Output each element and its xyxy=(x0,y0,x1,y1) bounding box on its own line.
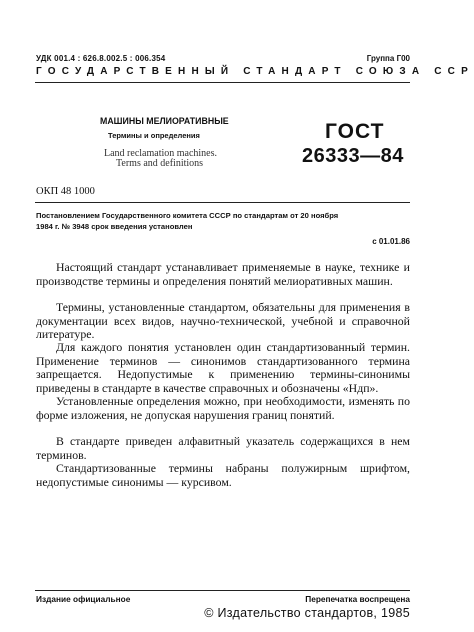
gost-number: 26333—84 xyxy=(302,145,404,167)
standard-title: ГОСУДАРСТВЕННЫЙ СТАНДАРТ СОЮЗА ССР xyxy=(36,66,474,77)
paragraph-definitions: Установленные определения можно, при необходимости, изменять по форме изложения, не допуская нарушения границ понятий. xyxy=(36,394,410,422)
document-subtitle: Термины и определения xyxy=(108,131,200,140)
english-title: Land reclamation machines. xyxy=(104,148,218,159)
paragraph-synonyms: Для каждого понятия установлен один стандартизованный термин. Применение терминов — синонимов стандартизованного термина запрещается. Недопустимые к применению термины-синонимы приведены в стандарте в качестве справочных и обозначены «Ндп». xyxy=(36,340,410,395)
document-title: МАШИНЫ МЕЛИОРАТИВНЫЕ xyxy=(100,116,229,126)
gost-label: ГОСТ xyxy=(325,120,385,143)
group-code: Группа Г00 xyxy=(366,54,410,63)
decree-line-1: Постановлением Государственного комитета СССР по стандартам от 20 ноября xyxy=(36,211,339,220)
reprint-prohibited-label: Перепечатка воспрещена xyxy=(305,594,410,604)
official-edition-label: Издание официальное xyxy=(36,594,131,604)
udk-code: УДК 001.4 : 626.8.002.5 : 006.354 xyxy=(36,54,166,63)
english-subtitle: Terms and definitions xyxy=(116,158,204,169)
decree-line-2: 1984 г. № 3948 срок введения установлен xyxy=(36,222,193,231)
okp-divider xyxy=(35,202,410,203)
paragraph-typography: Стандартизованные термины набраны полужирным шрифтом, недопустимые синонимы — курсивом. xyxy=(36,461,410,489)
effective-date: с 01.01.86 xyxy=(372,237,410,246)
publisher-copyright: © Издательство стандартов, 1985 xyxy=(204,606,410,620)
paragraph-index: В стандарте приведен алфавитный указатель содержащихся в нем терминов. xyxy=(36,434,410,462)
paragraph-mandatory: Термины, установленные стандартом, обязательны для применения в документации всех видов, научно-технической, учебной и справочной литературе. xyxy=(36,300,410,341)
okp-code: ОКП 48 1000 xyxy=(36,186,95,197)
footer-divider xyxy=(35,590,410,591)
header-divider xyxy=(35,82,410,83)
paragraph-scope: Настоящий стандарт устанавливает применяемые в науке, технике и производстве термины и определения понятий мелиоративных машин. xyxy=(36,260,410,288)
